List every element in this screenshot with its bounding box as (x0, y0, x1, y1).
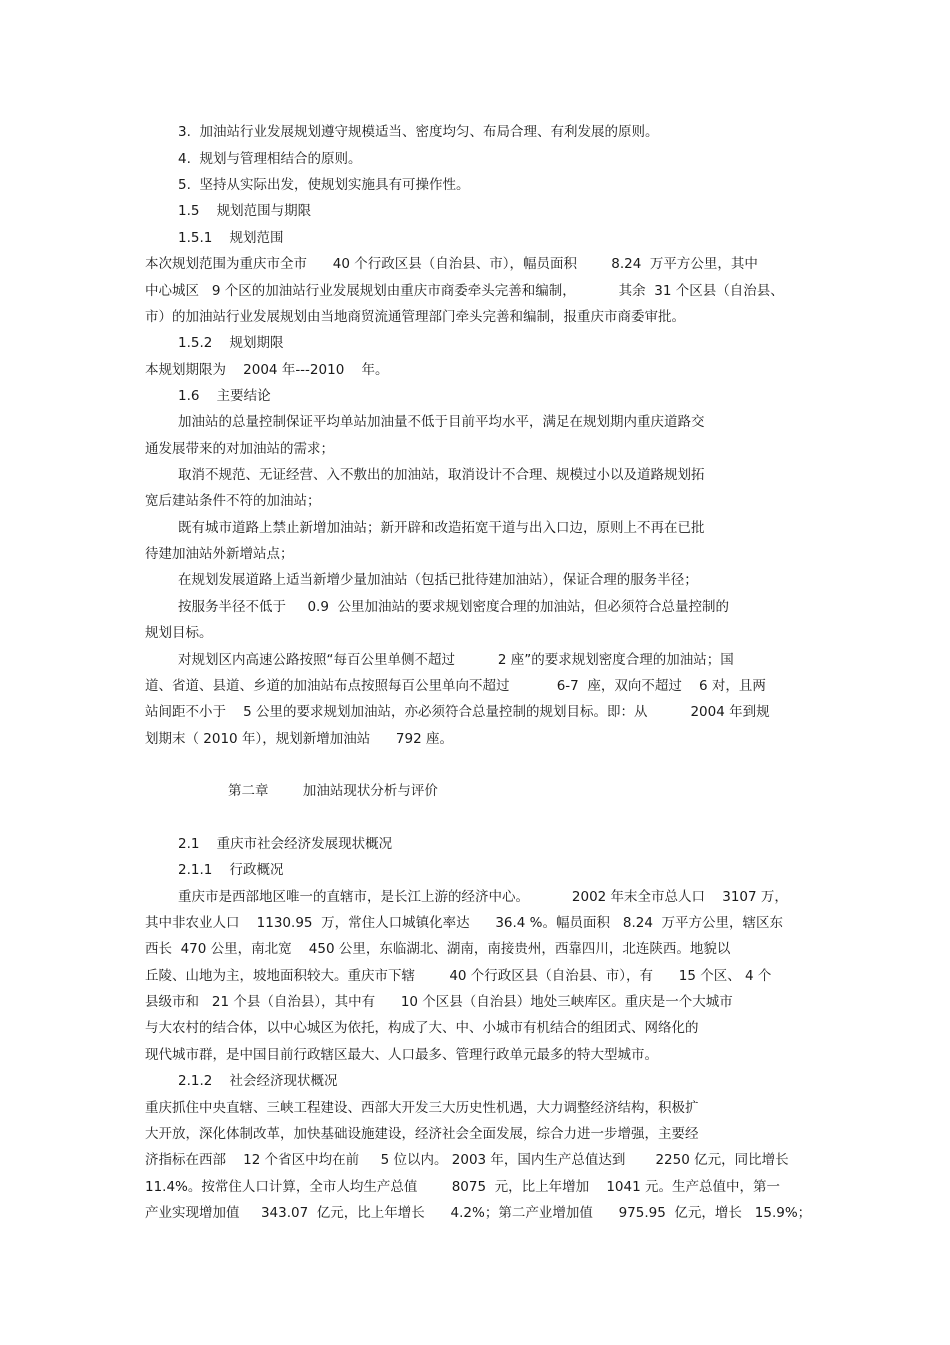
text-line: 对规划区内高速公路按照“每百公里单侧不超过 2 座”的要求规划密度合理的加油站；国 (178, 652, 734, 668)
text-line: 中心城区 9 个区的加油站行业发展规划由重庆市商委牵头完善和编制， 其余 31 个区县（自治县、 (145, 283, 784, 299)
text-line: 丘陵、山地为主，坡地面积较大。重庆市下辖 40 个行政区县（自治县、市），有 15 个区、 4 个 (145, 968, 772, 984)
text-line: 市）的加油站行业发展规划由当地商贸流通管理部门牵头完善和编制，报重庆市商委审批。 (145, 309, 685, 325)
text-line: 道、省道、县道、乡道的加油站布点按照每百公里单向不超过 6-7 座，双向不超过 6 对，且两 (145, 678, 766, 694)
text-line: 本规划期限为 2004 年---2010 年。 (145, 362, 389, 378)
text-line: 现代城市群，是中国目前行政辖区最大、人口最多、管理行政单元最多的特大型城市。 (145, 1047, 658, 1063)
text-line: 宽后建站条件不符的加油站； (145, 493, 321, 509)
text-line: 济指标在西部 12 个省区中均在前 5 位以内。 2003 年，国内生产总值达到 2250 亿元，同比增长 (145, 1152, 789, 1168)
text-line: 站间距不小于 5 公里的要求规划加油站，亦必须符合总量控制的规划目标。即：从 2004 年到规 (145, 704, 770, 720)
subsection-heading: 1.5.1 规划范围 (178, 230, 284, 246)
chapter-heading: 第二章 加油站现状分析与评价 (228, 783, 438, 799)
text-line: 待建加油站外新增站点； (145, 546, 294, 562)
text-line: 11.4%。按常住人口计算，全市人均生产总值 8075 元，比上年增加 1041 元。生产总值中，第一 (145, 1179, 780, 1195)
text-line: 4. 规划与管理相结合的原则。 (178, 151, 362, 167)
subsection-heading: 2.1.1 行政概况 (178, 862, 284, 878)
text-line: 其中非农业人口 1130.95 万，常住人口城镇化率达 36.4 %。幅员面积 8.24 万平方公里，辖区东 (145, 915, 784, 931)
section-heading: 1.6 主要结论 (178, 388, 271, 404)
text-line: 大开放，深化体制改革，加快基础设施建设，经济社会全面发展，综合力进一步增强，主要经 (145, 1126, 699, 1142)
text-line: 取消不规范、无证经营、入不敷出的加油站，取消设计不合理、规模过小以及道路规划拓 (178, 467, 705, 483)
text-line: 按服务半径不低于 0.9 公里加油站的要求规划密度合理的加油站，但必须符合总量控制的 (178, 599, 730, 615)
text-line: 5. 坚持从实际出发，使规划实施具有可操作性。 (178, 177, 470, 193)
text-line: 县级市和 21 个县（自治县），其中有 10 个区县（自治县）地处三峡库区。重庆是一个大城市 (145, 994, 733, 1010)
section-heading: 2.1 重庆市社会经济发展现状概况 (178, 836, 393, 852)
text-line: 既有城市道路上禁止新增加油站；新开辟和改造拓宽干道与出入口边，原则上不再在已批 (178, 520, 705, 536)
text-line: 通发展带来的对加油站的需求； (145, 441, 334, 457)
text-line: 本次规划范围为重庆市全市 40 个行政区县（自治县、市），幅员面积 8.24 万平方公里，其中 (145, 256, 758, 272)
text-line: 重庆市是西部地区唯一的直辖市，是长江上游的经济中心。 2002 年末全市总人口 3107 万， (178, 889, 788, 905)
text-line: 与大农村的结合体，以中心城区为依托，构成了大、中、小城市有机结合的组团式、网络化的 (145, 1020, 699, 1036)
subsection-heading: 2.1.2 社会经济现状概况 (178, 1073, 338, 1089)
text-line: 重庆抓住中央直辖、三峡工程建设、西部大开发三大历史性机遇，大力调整经济结构，积极扩 (145, 1100, 699, 1116)
subsection-heading: 1.5.2 规划期限 (178, 335, 284, 351)
text-line: 西长 470 公里，南北宽 450 公里，东临湖北、湖南，南接贵州，西靠四川，北连陕西。地貌以 (145, 941, 731, 957)
section-heading: 1.5 规划范围与期限 (178, 203, 312, 219)
text-line: 在规划发展道路上适当新增少量加油站（包括已批待建加油站），保证合理的服务半径； (178, 572, 698, 588)
text-line: 规划目标。 (145, 625, 213, 641)
text-line: 3. 加油站行业发展规划遵守规模适当、密度均匀、布局合理、有利发展的原则。 (178, 124, 659, 140)
text-line: 划期末（ 2010 年），规划新增加油站 792 座。 (145, 731, 453, 747)
text-line: 产业实现增加值 343.07 亿元，比上年增长 4.2%；第二产业增加值 975.95 亿元，增长 15.9%； (145, 1205, 812, 1221)
text-line: 加油站的总量控制保证平均单站加油量不低于目前平均水平，满足在规划期内重庆道路交 (178, 414, 705, 430)
